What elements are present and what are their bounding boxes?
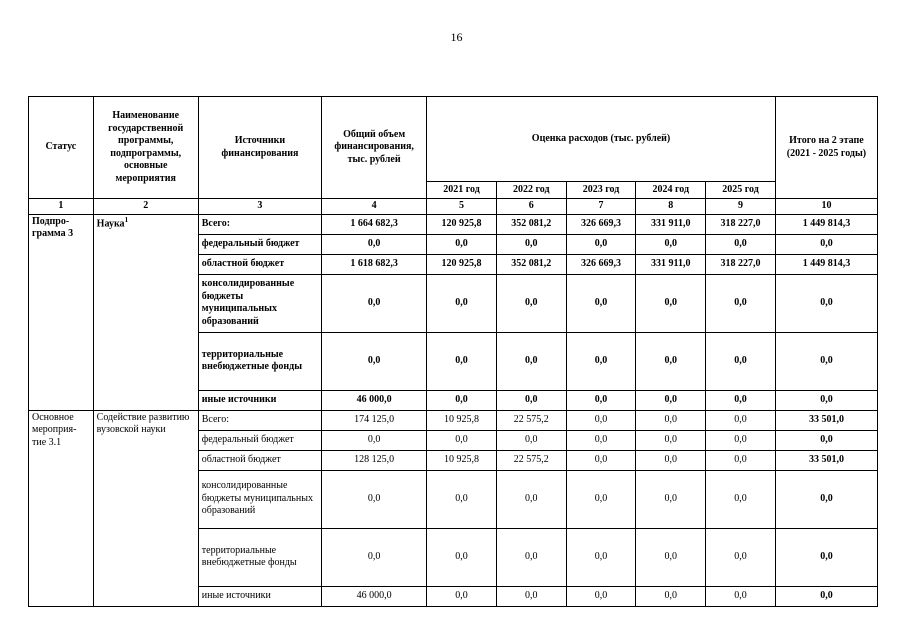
source-cell: иные источники	[198, 586, 321, 606]
value-cell-y2025: 0,0	[706, 430, 776, 450]
value-cell-y2022: 0,0	[496, 234, 566, 254]
value-cell-y2021: 120 925,8	[427, 214, 497, 234]
value-cell-y2024: 331 911,0	[636, 214, 706, 234]
header-sources: Источники финансирования	[198, 97, 321, 199]
value-cell-y2023: 0,0	[566, 450, 636, 470]
value-cell-total: 1 618 682,3	[322, 254, 427, 274]
value-cell-total: 0,0	[322, 332, 427, 390]
value-cell-y2021: 0,0	[427, 586, 497, 606]
header-total: Общий объем финансирования, тыс. рублей	[322, 97, 427, 199]
status-cell: Основное мероприя-тие 3.1	[29, 410, 94, 606]
value-cell-total: 46 000,0	[322, 390, 427, 410]
page-number: 16	[450, 30, 463, 44]
header-year: 2021 год	[427, 182, 497, 199]
value-cell-y2022: 0,0	[496, 430, 566, 450]
value-cell-y2025: 318 227,0	[706, 254, 776, 274]
value-cell-y2024: 331 911,0	[636, 254, 706, 274]
column-number: 5	[427, 199, 497, 215]
value-cell-y2023: 0,0	[566, 528, 636, 586]
value-cell-y2022: 0,0	[496, 332, 566, 390]
value-cell-y2024: 0,0	[636, 528, 706, 586]
value-cell-y2022: 0,0	[496, 528, 566, 586]
table-row	[29, 214, 878, 234]
source-cell: областной бюджет	[198, 254, 321, 274]
value-cell-y2021: 0,0	[427, 528, 497, 586]
column-number: 10	[775, 199, 877, 215]
source-cell: территориальные внебюджетные фонды	[198, 332, 321, 390]
column-number: 6	[496, 199, 566, 215]
value-cell-y2023: 0,0	[566, 430, 636, 450]
program-name: Наука	[96, 217, 125, 229]
header-year: 2024 год	[636, 182, 706, 199]
value-cell-total: 0,0	[322, 234, 427, 254]
value-cell-y2023: 0,0	[566, 470, 636, 528]
value-cell-y2025: 318 227,0	[706, 214, 776, 234]
value-cell-y2021: 0,0	[427, 332, 497, 390]
value-cell-y2021: 120 925,8	[427, 254, 497, 274]
header-year: 2023 год	[566, 182, 636, 199]
value-cell-y2024: 0,0	[636, 430, 706, 450]
value-cell-y2022: 22 575,2	[496, 450, 566, 470]
value-cell-y2022: 352 081,2	[496, 254, 566, 274]
value-cell-stage: 0,0	[775, 470, 877, 528]
status-cell: Подпро-грамма 3	[29, 214, 94, 410]
column-number: 9	[706, 199, 776, 215]
value-cell-y2021: 0,0	[427, 390, 497, 410]
value-cell-total: 1 664 682,3	[322, 214, 427, 234]
value-cell-y2023: 0,0	[566, 332, 636, 390]
value-cell-y2025: 0,0	[706, 390, 776, 410]
value-cell-y2025: 0,0	[706, 528, 776, 586]
source-cell: Всего:	[198, 410, 321, 430]
value-cell-total: 0,0	[322, 528, 427, 586]
value-cell-y2021: 0,0	[427, 234, 497, 254]
header-name: Наименование государственной программы, подпрограммы, основные мероприятия	[93, 97, 198, 199]
value-cell-total: 0,0	[322, 274, 427, 332]
value-cell-stage: 0,0	[775, 234, 877, 254]
program-name: Содействие развитию вузовской науки	[96, 411, 190, 435]
value-cell-stage: 0,0	[775, 430, 877, 450]
column-number: 8	[636, 199, 706, 215]
budget-table	[28, 96, 878, 607]
value-cell-total: 0,0	[322, 470, 427, 528]
program-name-cell	[93, 410, 198, 606]
value-cell-y2024: 0,0	[636, 332, 706, 390]
value-cell-y2021: 0,0	[427, 470, 497, 528]
value-cell-y2022: 352 081,2	[496, 214, 566, 234]
value-cell-y2021: 0,0	[427, 430, 497, 450]
value-cell-y2022: 0,0	[496, 470, 566, 528]
value-cell-stage: 0,0	[775, 390, 877, 410]
value-cell-stage: 1 449 814,3	[775, 214, 877, 234]
value-cell-y2024: 0,0	[636, 410, 706, 430]
column-number: 4	[322, 199, 427, 215]
value-cell-y2025: 0,0	[706, 586, 776, 606]
source-cell: консолидированные бюджеты муниципальных образований	[198, 274, 321, 332]
header-year: 2025 год	[706, 182, 776, 199]
value-cell-y2024: 0,0	[636, 274, 706, 332]
value-cell-y2025: 0,0	[706, 410, 776, 430]
value-cell-total: 174 125,0	[322, 410, 427, 430]
value-cell-stage: 0,0	[775, 586, 877, 606]
value-cell-y2022: 0,0	[496, 390, 566, 410]
header-stage-total: Итого на 2 этапе (2021 - 2025 годы)	[775, 97, 877, 199]
value-cell-stage: 0,0	[775, 332, 877, 390]
value-cell-total: 0,0	[322, 430, 427, 450]
value-cell-stage: 33 501,0	[775, 410, 877, 430]
column-number: 7	[566, 199, 636, 215]
value-cell-y2024: 0,0	[636, 450, 706, 470]
value-cell-y2021: 10 925,8	[427, 410, 497, 430]
value-cell-y2022: 22 575,2	[496, 410, 566, 430]
value-cell-y2023: 0,0	[566, 410, 636, 430]
value-cell-y2025: 0,0	[706, 332, 776, 390]
value-cell-y2021: 0,0	[427, 274, 497, 332]
value-cell-stage: 1 449 814,3	[775, 254, 877, 274]
value-cell-total: 128 125,0	[322, 450, 427, 470]
header-year: 2022 год	[496, 182, 566, 199]
table-row	[29, 410, 878, 430]
value-cell-y2025: 0,0	[706, 234, 776, 254]
value-cell-y2024: 0,0	[636, 234, 706, 254]
column-number: 3	[198, 199, 321, 215]
value-cell-stage: 0,0	[775, 528, 877, 586]
value-cell-stage: 0,0	[775, 274, 877, 332]
value-cell-y2023: 0,0	[566, 586, 636, 606]
value-cell-y2023: 326 669,3	[566, 214, 636, 234]
value-cell-y2024: 0,0	[636, 390, 706, 410]
source-cell: федеральный бюджет	[198, 234, 321, 254]
footnote-mark: 1	[124, 215, 129, 224]
value-cell-y2024: 0,0	[636, 470, 706, 528]
value-cell-total: 46 000,0	[322, 586, 427, 606]
source-cell: консолидированные бюджеты муниципальных образований	[198, 470, 321, 528]
value-cell-stage: 33 501,0	[775, 450, 877, 470]
column-number: 1	[29, 199, 94, 215]
value-cell-y2025: 0,0	[706, 470, 776, 528]
source-cell: иные источники	[198, 390, 321, 410]
header-estimate: Оценка расходов (тыс. рублей)	[427, 97, 776, 182]
header-status: Статус	[29, 97, 94, 199]
source-cell: федеральный бюджет	[198, 430, 321, 450]
value-cell-y2023: 0,0	[566, 274, 636, 332]
value-cell-y2023: 0,0	[566, 234, 636, 254]
value-cell-y2023: 326 669,3	[566, 254, 636, 274]
source-cell: Всего:	[198, 214, 321, 234]
value-cell-y2023: 0,0	[566, 390, 636, 410]
source-cell: территориальные внебюджетные фонды	[198, 528, 321, 586]
value-cell-y2025: 0,0	[706, 274, 776, 332]
source-cell: областной бюджет	[198, 450, 321, 470]
value-cell-y2021: 10 925,8	[427, 450, 497, 470]
column-number: 2	[93, 199, 198, 215]
value-cell-y2024: 0,0	[636, 586, 706, 606]
program-name-cell	[93, 214, 198, 410]
value-cell-y2025: 0,0	[706, 450, 776, 470]
value-cell-y2022: 0,0	[496, 274, 566, 332]
value-cell-y2022: 0,0	[496, 586, 566, 606]
